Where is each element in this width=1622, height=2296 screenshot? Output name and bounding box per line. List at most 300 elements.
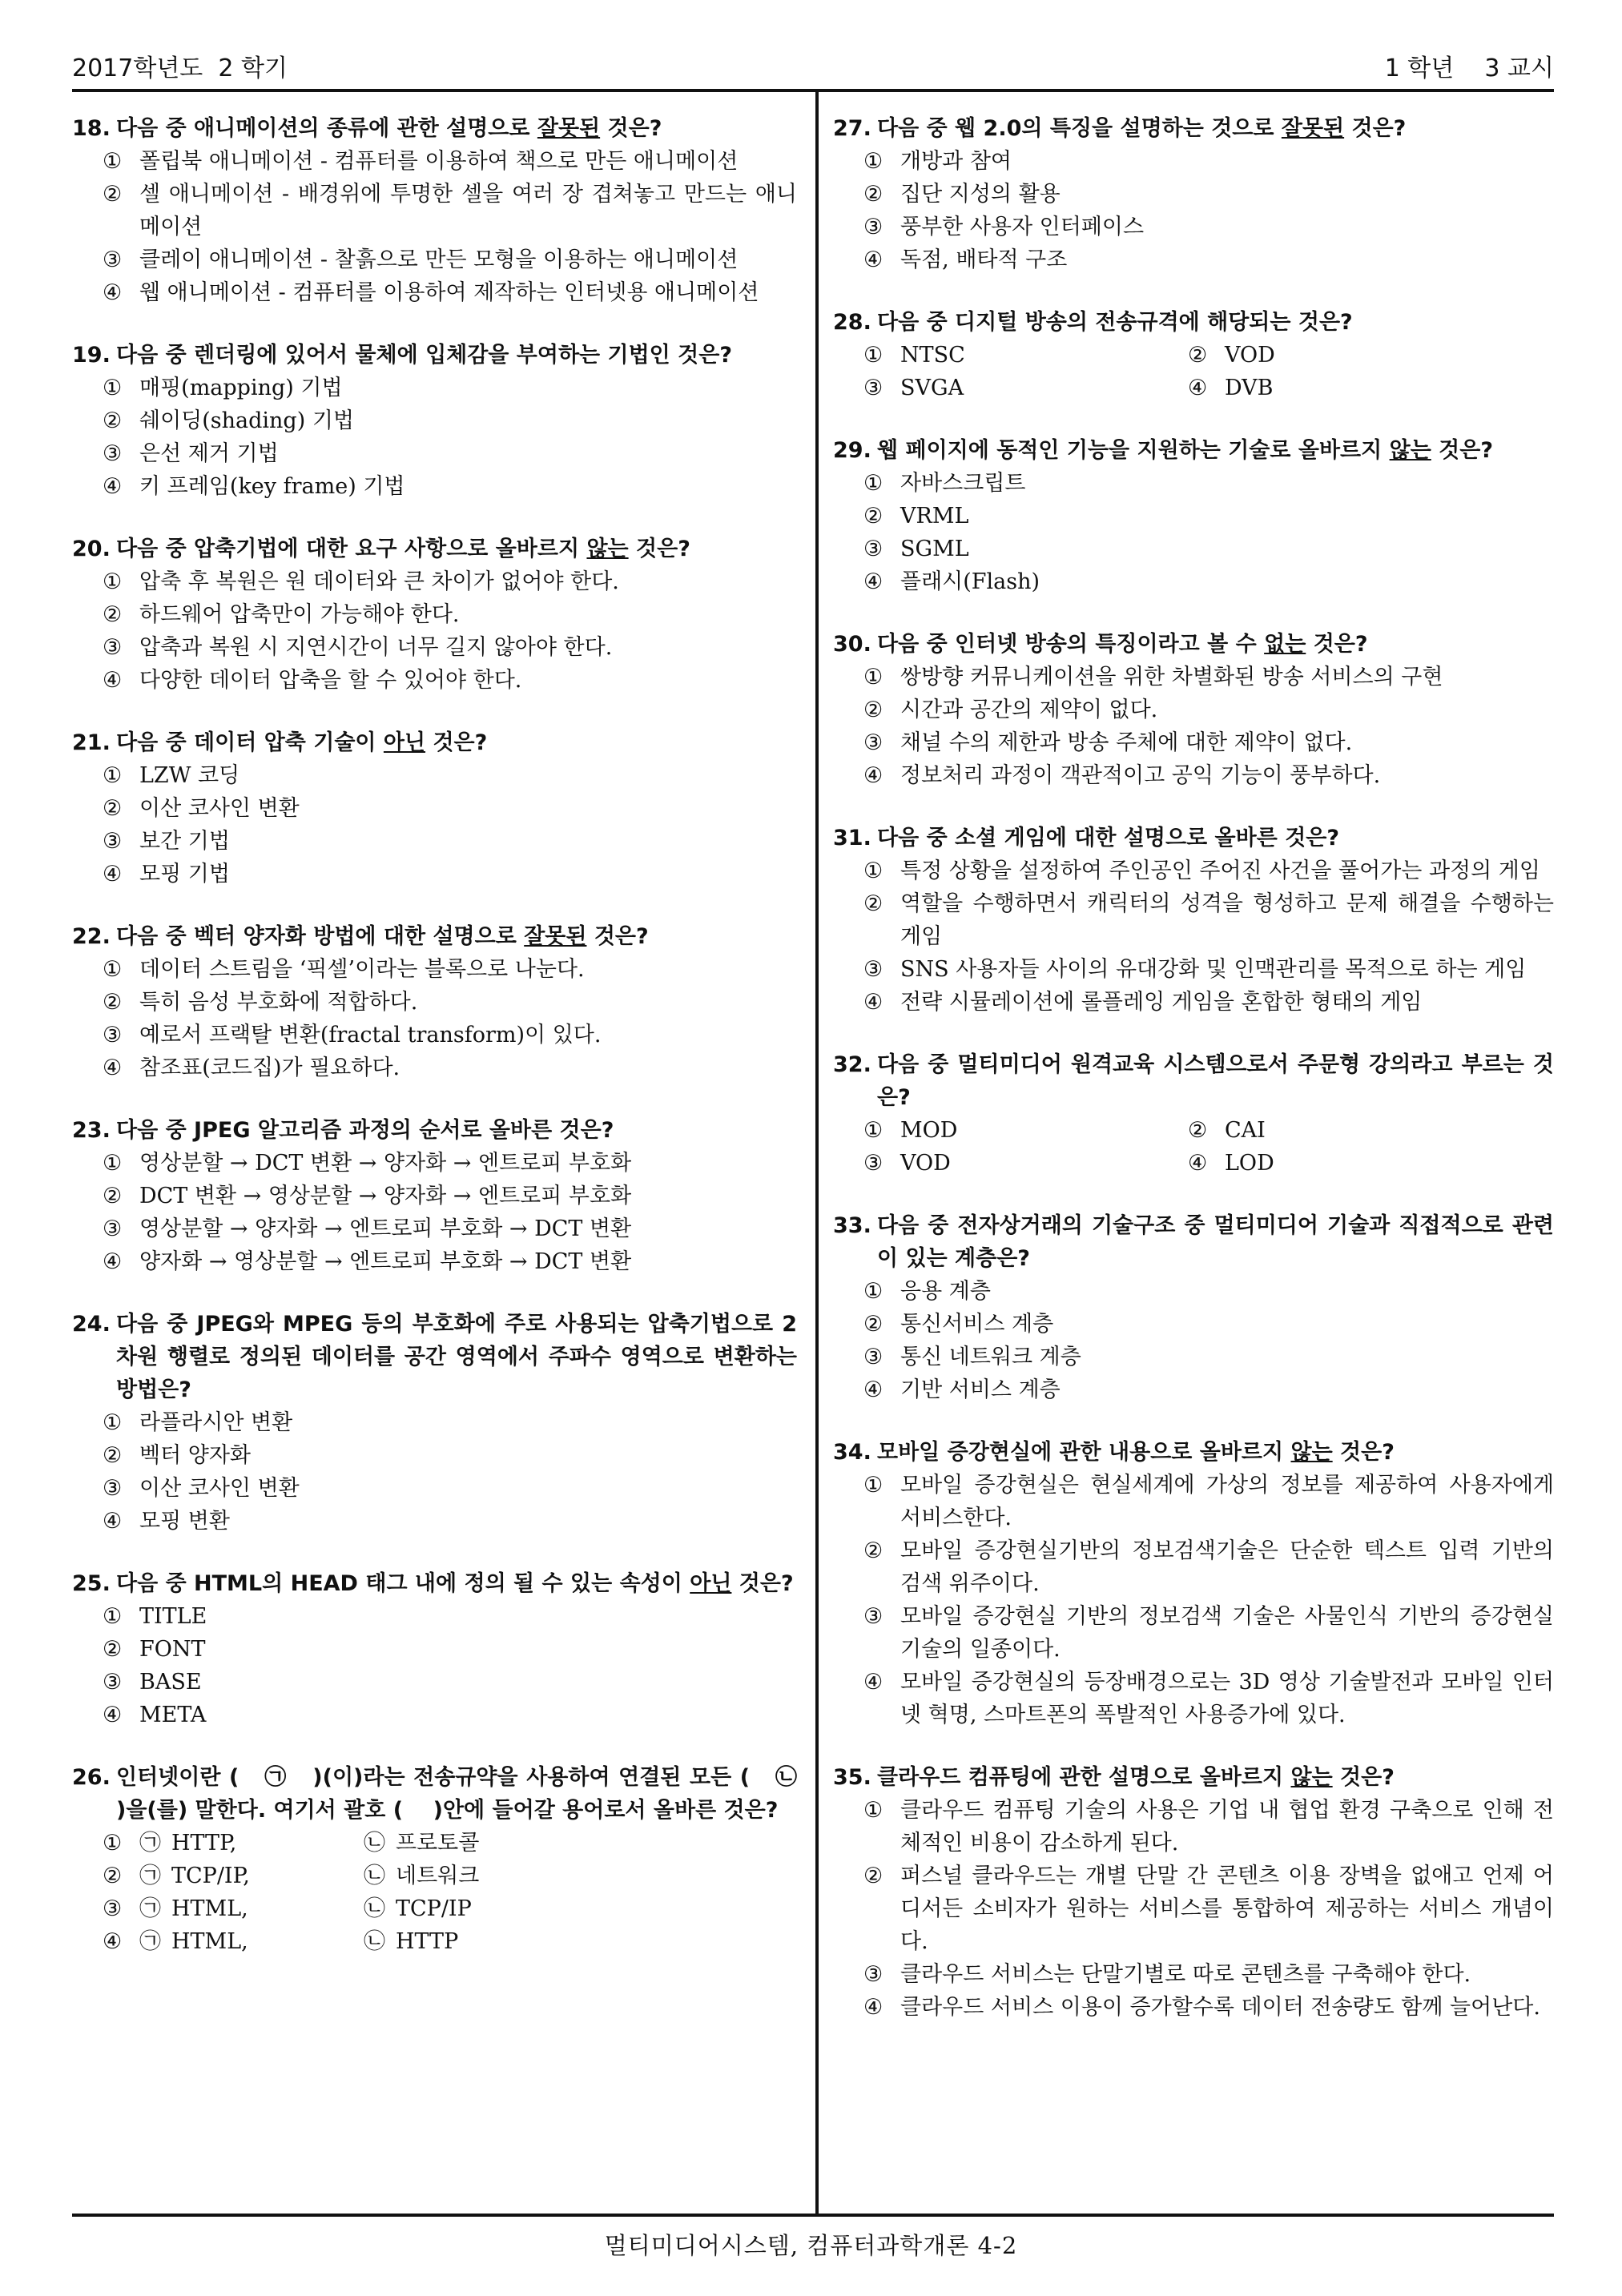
- option-text: 통신서비스 계층: [900, 1312, 1054, 1337]
- blank-b-label: ㉡: [364, 1896, 385, 1921]
- answer-option[interactable]: [863, 1341, 1554, 1373]
- question-number: 21.: [72, 730, 111, 755]
- option-mark: ①: [103, 376, 123, 400]
- answer-options: [833, 1794, 1554, 2024]
- option-text: 시간과 공간의 제약이 없다.: [900, 698, 1158, 722]
- option-mark: ①: [863, 858, 883, 883]
- answer-option[interactable]: [863, 953, 1554, 986]
- option-mark: ②: [863, 504, 883, 529]
- question-text: 다음 중 디지털 방송의 전송규격에 해당되는 것은?: [877, 310, 1353, 335]
- blank-a-label: ㉠: [139, 1831, 161, 1856]
- answer-option[interactable]: [103, 1051, 797, 1084]
- option-text: 은선 제거 기법: [139, 441, 279, 466]
- option-mark: ④: [103, 280, 123, 305]
- question-number: 29.: [833, 438, 871, 463]
- answer-option[interactable]: [863, 211, 1554, 243]
- option-mark: ②: [103, 1864, 123, 1888]
- option-mark: ④: [103, 862, 123, 887]
- question-text: 다음 중 멀티미디어 원격교육 시스템으로서 주문형 강의라고 부르는 것은?: [877, 1052, 1554, 1110]
- blank-a-value: HTML,: [171, 1929, 248, 1954]
- answer-option[interactable]: [863, 372, 1188, 404]
- option-mark: ①: [103, 957, 123, 982]
- question: [833, 1209, 1554, 1406]
- option-text: NTSC: [900, 343, 965, 368]
- option-mark: ④: [103, 1509, 123, 1534]
- question-text: 다음 중 HTML의 HEAD 태그 내에 정의 될 수 있는 속성이: [116, 1571, 690, 1596]
- answer-option[interactable]: [863, 986, 1554, 1019]
- option-text: DCT 변환 → 영상분할 → 양자화 → 엔트로피 부호화: [139, 1184, 632, 1208]
- option-text: 클레이 애니메이션 - 찰흙으로 만든 모형을 이용하는 애니메이션: [139, 247, 739, 272]
- answer-option[interactable]: [103, 1633, 797, 1666]
- question: [72, 339, 797, 503]
- option-mark: ②: [863, 1538, 883, 1563]
- question-text-end: 것은?: [586, 924, 649, 949]
- option-mark: ①: [103, 149, 123, 174]
- option-part-b: [364, 1892, 604, 1925]
- answer-option[interactable]: [103, 1666, 797, 1699]
- question-stem: [833, 112, 1554, 145]
- emphasis-keyword: 않는: [1389, 438, 1431, 463]
- option-text: 플래시(Flash): [900, 569, 1040, 594]
- question-text-end: 것은?: [1431, 438, 1494, 463]
- answer-option[interactable]: [863, 565, 1554, 598]
- option-mark: ①: [103, 569, 123, 594]
- option-text: 다양한 데이터 압축을 할 수 있어야 한다.: [139, 668, 522, 693]
- answer-option[interactable]: [103, 1860, 797, 1892]
- answer-options: [833, 1275, 1554, 1406]
- option-text: 폴립북 애니메이션 - 컴퓨터를 이용하여 책으로 만든 애니메이션: [139, 149, 739, 174]
- answer-option[interactable]: [103, 145, 797, 178]
- option-mark: ④: [863, 569, 883, 594]
- option-text: 개방과 참여: [900, 149, 1012, 174]
- option-part-b: [364, 1925, 604, 1958]
- question-stem: [72, 1761, 820, 1827]
- answer-option[interactable]: [863, 1308, 1554, 1341]
- option-mark: ①: [863, 1279, 883, 1304]
- column-divider: [815, 92, 819, 2214]
- question: [72, 1761, 820, 1958]
- option-mark: ③: [103, 635, 123, 660]
- option-mark: ③: [863, 537, 883, 561]
- option-mark: ②: [103, 182, 123, 207]
- option-mark: ②: [103, 602, 123, 627]
- answer-option[interactable]: [863, 145, 1554, 178]
- option-mark: ②: [103, 408, 123, 433]
- option-text: LOD: [1225, 1151, 1274, 1176]
- emphasis-keyword: 없는: [1264, 632, 1306, 657]
- answer-options: [72, 1147, 797, 1278]
- answer-option[interactable]: [103, 598, 797, 631]
- question: [833, 1048, 1554, 1180]
- answer-options: [833, 145, 1554, 276]
- question-text-end: 것은?: [1332, 1765, 1395, 1790]
- option-mark: ②: [863, 891, 883, 916]
- option-text: 풍부한 사용자 인터페이스: [900, 215, 1145, 239]
- answer-option[interactable]: [103, 243, 797, 276]
- answer-option[interactable]: [103, 276, 797, 309]
- question-stem: [72, 726, 797, 759]
- option-text: 참조표(코드집)가 필요하다.: [139, 1056, 400, 1080]
- question-text: 다음 중 JPEG와 MPEG 등의 부호화에 주로 사용되는 압축기법으로 2차원 행렬로 정의된 데이터를 공간 영역에서 주파수 영역으로 변환하는 방법은?: [116, 1312, 797, 1402]
- answer-options: [72, 1406, 797, 1538]
- option-text: BASE: [139, 1670, 202, 1695]
- answer-option[interactable]: [863, 854, 1554, 887]
- option-text: 모바일 증강현실 기반의 정보검색 기술은 사물인식 기반의 증강현실 기술의 일종이다.: [900, 1604, 1554, 1662]
- option-mark: ③: [863, 1345, 883, 1369]
- question: [833, 1761, 1554, 2024]
- option-mark: ①: [863, 343, 883, 368]
- answer-options: [833, 661, 1554, 792]
- question-text-end: 것은?: [1332, 1440, 1395, 1465]
- answer-option[interactable]: [1188, 1147, 1512, 1180]
- answer-option[interactable]: [863, 1469, 1554, 1534]
- question: [833, 306, 1554, 404]
- option-mark: ①: [103, 1604, 123, 1629]
- answer-options: [833, 339, 1554, 404]
- question-number: 22.: [72, 924, 111, 949]
- emphasis-keyword: 않는: [586, 537, 629, 561]
- answer-options: [72, 953, 797, 1084]
- answer-option[interactable]: [863, 1860, 1554, 1958]
- blank-a-value: HTTP,: [171, 1831, 237, 1856]
- emphasis-keyword: 잘못된: [1281, 116, 1345, 141]
- answer-option[interactable]: [103, 1019, 797, 1051]
- question-text-end: 것은?: [600, 116, 662, 141]
- option-mark: ③: [863, 1151, 883, 1176]
- option-text: 특정 상황을 설정하여 주인공인 주어진 사건을 풀어가는 과정의 게임: [900, 858, 1540, 883]
- question-text-end: 것은?: [1344, 116, 1407, 141]
- answer-option[interactable]: [863, 1275, 1554, 1308]
- option-mark: ①: [103, 763, 123, 788]
- option-mark: ①: [863, 149, 883, 174]
- question-number: 26.: [72, 1765, 111, 1790]
- option-mark: ②: [103, 1184, 123, 1208]
- option-text: DVB: [1225, 376, 1274, 400]
- option-mark: ②: [863, 698, 883, 722]
- answer-option[interactable]: [103, 953, 797, 986]
- option-text: 독점, 배타적 구조: [900, 247, 1068, 272]
- answer-option[interactable]: [103, 1925, 797, 1958]
- question-text: 모바일 증강현실에 관한 내용으로 올바르지: [877, 1440, 1291, 1465]
- answer-option[interactable]: [103, 1245, 797, 1278]
- answer-option[interactable]: [103, 759, 797, 792]
- option-text: FONT: [139, 1637, 206, 1662]
- question-text-end: 것은?: [425, 730, 488, 755]
- option-mark: ①: [863, 1473, 883, 1498]
- option-mark: ②: [863, 182, 883, 207]
- blank-a-value: HTML,: [171, 1896, 248, 1921]
- answer-option[interactable]: [863, 1794, 1554, 1860]
- question-number: 24.: [72, 1312, 111, 1337]
- option-mark: ①: [103, 1151, 123, 1176]
- question: [833, 628, 1554, 792]
- option-mark: ②: [1188, 343, 1208, 368]
- option-mark: ④: [863, 763, 883, 788]
- answer-options: [72, 759, 797, 891]
- option-text: 자바스크립트: [900, 471, 1026, 496]
- answer-option[interactable]: [103, 1439, 797, 1472]
- emphasis-keyword: 잘못된: [524, 924, 587, 949]
- option-text: 데이터 스트림을 ‘픽셀’이라는 블록으로 나눈다.: [139, 957, 585, 982]
- answer-option[interactable]: [103, 1600, 797, 1633]
- answer-options: [833, 1469, 1554, 1731]
- answer-option[interactable]: [103, 792, 797, 825]
- option-part-a: [139, 1892, 364, 1925]
- question-text-end: 것은?: [1306, 632, 1368, 657]
- answer-option[interactable]: [1188, 339, 1512, 372]
- answer-option[interactable]: [103, 1505, 797, 1538]
- answer-option[interactable]: [863, 887, 1554, 953]
- semester-label: 2017학년도 2 학기: [72, 54, 288, 82]
- question-text: 다음 중 벡터 양자화 방법에 대한 설명으로: [116, 924, 525, 949]
- option-text: 이산 코사인 변환: [139, 796, 300, 821]
- option-text: 셀 애니메이션 - 배경위에 투명한 셀을 여러 장 겹쳐놓고 만드는 애니메이션: [139, 182, 797, 239]
- option-text: 키 프레임(key frame) 기법: [139, 474, 405, 499]
- option-mark: ②: [103, 1443, 123, 1468]
- option-mark: ①: [863, 1798, 883, 1823]
- answer-option[interactable]: [103, 1892, 797, 1925]
- answer-option[interactable]: [103, 858, 797, 891]
- question: [72, 1567, 797, 1731]
- answer-option[interactable]: [1188, 372, 1512, 404]
- option-mark: ③: [863, 730, 883, 755]
- question-stem: [833, 1048, 1554, 1114]
- option-text: SVGA: [900, 376, 964, 400]
- emphasis-keyword: 아닌: [383, 730, 426, 755]
- option-mark: ④: [103, 474, 123, 499]
- answer-option[interactable]: [103, 372, 797, 404]
- answer-option[interactable]: [863, 243, 1554, 276]
- option-text: 쉐이딩(shading) 기법: [139, 408, 354, 433]
- question-stem: [833, 306, 1554, 339]
- option-text: SGML: [900, 537, 969, 561]
- answer-options: [72, 1600, 797, 1731]
- blank-a-value: TCP/IP,: [171, 1864, 250, 1888]
- blank-b-label: ㉡: [364, 1864, 385, 1888]
- emphasis-keyword: 아닌: [690, 1571, 732, 1596]
- option-text: 벡터 양자화: [139, 1443, 251, 1468]
- question-text: 클라우드 컴퓨팅에 관한 설명으로 올바르지: [877, 1765, 1291, 1790]
- answer-option[interactable]: [863, 500, 1554, 533]
- option-mark: ④: [103, 1056, 123, 1080]
- page-header: [72, 48, 1554, 88]
- answer-option[interactable]: [863, 1600, 1554, 1666]
- option-text: 모핑 변환: [139, 1509, 230, 1534]
- answer-option[interactable]: [863, 759, 1554, 792]
- option-mark: ①: [103, 1410, 123, 1435]
- option-text: 모바일 증강현실의 등장배경으로는 3D 영상 기술발전과 모바일 인터넷 혁명, 스마트폰의 폭발적인 사용증가에 있다.: [900, 1670, 1554, 1727]
- question-number: 35.: [833, 1765, 871, 1790]
- question-stem: [833, 1209, 1554, 1275]
- option-text: SNS 사용자들 사이의 유대강화 및 인맥관리를 목적으로 하는 게임: [900, 957, 1527, 982]
- question-number: 27.: [833, 116, 871, 141]
- answer-option[interactable]: [103, 664, 797, 697]
- option-mark: ②: [103, 1637, 123, 1662]
- answer-option[interactable]: [863, 1534, 1554, 1600]
- answer-option[interactable]: [103, 1406, 797, 1439]
- answer-option[interactable]: [103, 565, 797, 598]
- option-text: 정보처리 과정이 객관적이고 공익 기능이 풍부하다.: [900, 763, 1381, 788]
- answer-option[interactable]: [103, 1180, 797, 1212]
- option-text: 특히 음성 부호화에 적합하다.: [139, 990, 418, 1015]
- question: [72, 1114, 797, 1278]
- option-mark: ③: [103, 1896, 123, 1921]
- option-mark: ②: [863, 1864, 883, 1888]
- answer-option[interactable]: [863, 661, 1554, 694]
- option-part-b: [364, 1860, 604, 1892]
- option-text: 웹 애니메이션 - 컴퓨터를 이용하여 제작하는 인터넷용 애니메이션: [139, 280, 759, 305]
- question-number: 28.: [833, 310, 871, 335]
- option-text: 응용 계층: [900, 1279, 991, 1304]
- option-text: 양자화 → 영상분할 → 엔트로피 부호화 → DCT 변환: [139, 1249, 632, 1274]
- option-part-a: [139, 1827, 364, 1860]
- answer-option[interactable]: [103, 825, 797, 858]
- blank-b-value: HTTP: [396, 1929, 459, 1954]
- option-mark: ③: [863, 1962, 883, 1987]
- answer-option[interactable]: [863, 339, 1188, 372]
- answer-option[interactable]: [103, 178, 797, 243]
- answer-option[interactable]: [863, 467, 1554, 500]
- option-text: 클라우드 서비스 이용이 증가할수록 데이터 전송량도 함께 늘어난다.: [900, 1995, 1540, 2020]
- option-text: 통신 네트워크 계층: [900, 1345, 1081, 1369]
- question-text: 웹 페이지에 동적인 기능을 지원하는 기술로 올바르지: [877, 438, 1390, 463]
- emphasis-keyword: 않는: [1290, 1765, 1333, 1790]
- answer-option[interactable]: [103, 1699, 797, 1731]
- question-stem: [72, 533, 797, 565]
- page-footer: 멀티미디어시스템, 컴퓨터과학개론 4-2: [604, 2232, 1018, 2259]
- answer-option[interactable]: [863, 1958, 1554, 1991]
- answer-option[interactable]: [863, 726, 1554, 759]
- option-text: 영상분할 → 양자화 → 엔트로피 부호화 → DCT 변환: [139, 1216, 632, 1241]
- question-stem: [833, 628, 1554, 661]
- question-number: 32.: [833, 1052, 871, 1077]
- option-mark: ④: [863, 1670, 883, 1695]
- option-mark: ③: [103, 247, 123, 272]
- option-part-a: [139, 1860, 364, 1892]
- option-text: 역할을 수행하면서 캐릭터의 성격을 형성하고 문제 해결을 수행하는 게임: [900, 891, 1554, 949]
- option-mark: ①: [863, 471, 883, 496]
- question: [72, 726, 797, 891]
- question-number: 23.: [72, 1118, 111, 1143]
- option-text: TITLE: [139, 1604, 207, 1629]
- blank-b-label: ㉡: [364, 1831, 385, 1856]
- question-text: 다음 중 웹 2.0의 특징을 설명하는 것으로: [877, 116, 1282, 141]
- answer-option[interactable]: [103, 631, 797, 664]
- answer-option[interactable]: [863, 694, 1554, 726]
- option-text: LZW 코딩: [139, 763, 240, 788]
- option-mark: ④: [1188, 1151, 1208, 1176]
- option-mark: ③: [103, 441, 123, 466]
- blank-b-value: TCP/IP: [396, 1896, 472, 1921]
- option-mark: ④: [103, 1703, 123, 1727]
- question-text: 다음 중 인터넷 방송의 특징이라고 볼 수: [877, 632, 1265, 657]
- question-text: 다음 중 애니메이션의 종류에 관한 설명으로: [116, 116, 537, 141]
- answer-option[interactable]: [863, 1373, 1554, 1406]
- question-number: 31.: [833, 826, 871, 850]
- option-mark: ①: [863, 665, 883, 690]
- question-text: 다음 중 데이터 압축 기술이: [116, 730, 384, 755]
- question-number: 34.: [833, 1440, 871, 1465]
- option-mark: ④: [103, 1249, 123, 1274]
- blank-b-label: ㉡: [364, 1929, 385, 1954]
- emphasis-keyword: 않는: [1290, 1440, 1333, 1465]
- answer-options: [72, 145, 797, 309]
- question: [72, 1308, 797, 1538]
- answer-option[interactable]: [103, 1827, 797, 1860]
- question-stem: [72, 1114, 797, 1147]
- blank-a-label: ㉠: [139, 1864, 161, 1888]
- answer-option[interactable]: [863, 1666, 1554, 1731]
- option-mark: ④: [863, 1995, 883, 2020]
- question-number: 18.: [72, 116, 111, 141]
- question-stem: [72, 920, 797, 953]
- answer-options: [833, 1114, 1554, 1180]
- grade-period-label: 1 학년 3 교시: [1384, 54, 1554, 82]
- answer-option[interactable]: [1188, 1114, 1512, 1147]
- question: [833, 434, 1554, 598]
- option-mark: ④: [863, 990, 883, 1015]
- answer-options: [72, 565, 797, 697]
- answer-option[interactable]: [863, 533, 1554, 565]
- answer-options: [833, 854, 1554, 1019]
- header-rule: [72, 89, 1554, 92]
- option-mark: ③: [103, 829, 123, 854]
- option-text: VOD: [1225, 343, 1275, 368]
- blank-a-label: ㉠: [139, 1896, 161, 1921]
- question: [833, 822, 1554, 1019]
- option-text: 매핑(mapping) 기법: [139, 376, 343, 400]
- option-text: MOD: [900, 1118, 958, 1143]
- option-text: VOD: [900, 1151, 951, 1176]
- question: [72, 920, 797, 1084]
- answer-option[interactable]: [863, 1991, 1554, 2024]
- answer-option[interactable]: [103, 470, 797, 503]
- answer-option[interactable]: [863, 1147, 1188, 1180]
- option-mark: ④: [863, 1377, 883, 1402]
- option-mark: ③: [103, 1476, 123, 1501]
- option-text: 모바일 증강현실기반의 정보검색기술은 단순한 텍스트 입력 기반의 검색 위주이다.: [900, 1538, 1554, 1596]
- option-mark: ②: [103, 796, 123, 821]
- question-stem: [833, 434, 1554, 467]
- question-number: 20.: [72, 537, 111, 561]
- option-mark: ①: [863, 1118, 883, 1143]
- option-text: 압축 후 복원은 원 데이터와 큰 차이가 없어야 한다.: [139, 569, 619, 594]
- question-number: 19.: [72, 343, 111, 368]
- option-mark: ③: [103, 1023, 123, 1047]
- answer-option[interactable]: [103, 404, 797, 437]
- answer-options: [833, 467, 1554, 598]
- option-text: 쌍방향 커뮤니케이션을 위한 차별화된 방송 서비스의 구현: [900, 665, 1443, 690]
- answer-option[interactable]: [103, 1147, 797, 1180]
- option-text: 퍼스널 클라우드는 개별 단말 간 콘텐츠 이용 장벽을 없애고 언제 어디서든 소비자가 원하는 서비스를 통합하여 제공하는 서비스 개념이다.: [900, 1864, 1554, 1954]
- answer-option[interactable]: [863, 178, 1554, 211]
- option-mark: ④: [103, 668, 123, 693]
- answer-option[interactable]: [103, 437, 797, 470]
- answer-option[interactable]: [103, 986, 797, 1019]
- option-mark: ③: [863, 215, 883, 239]
- option-mark: ①: [103, 1831, 123, 1856]
- question-text: 다음 중 전자상거래의 기술구조 중 멀티미디어 기술과 직접적으로 관련이 있는 계층은?: [877, 1213, 1554, 1271]
- question-text-end: 것은?: [628, 537, 690, 561]
- answer-option[interactable]: [103, 1472, 797, 1505]
- question-text: 다음 중 JPEG 알고리즘 과정의 순서로 올바른 것은?: [116, 1118, 614, 1143]
- option-mark: ③: [103, 1670, 123, 1695]
- answer-option[interactable]: [103, 1212, 797, 1245]
- option-text: 이산 코사인 변환: [139, 1476, 300, 1501]
- question-stem: [833, 1761, 1554, 1794]
- answer-option[interactable]: [863, 1114, 1188, 1147]
- option-text: 집단 지성의 활용: [900, 182, 1061, 207]
